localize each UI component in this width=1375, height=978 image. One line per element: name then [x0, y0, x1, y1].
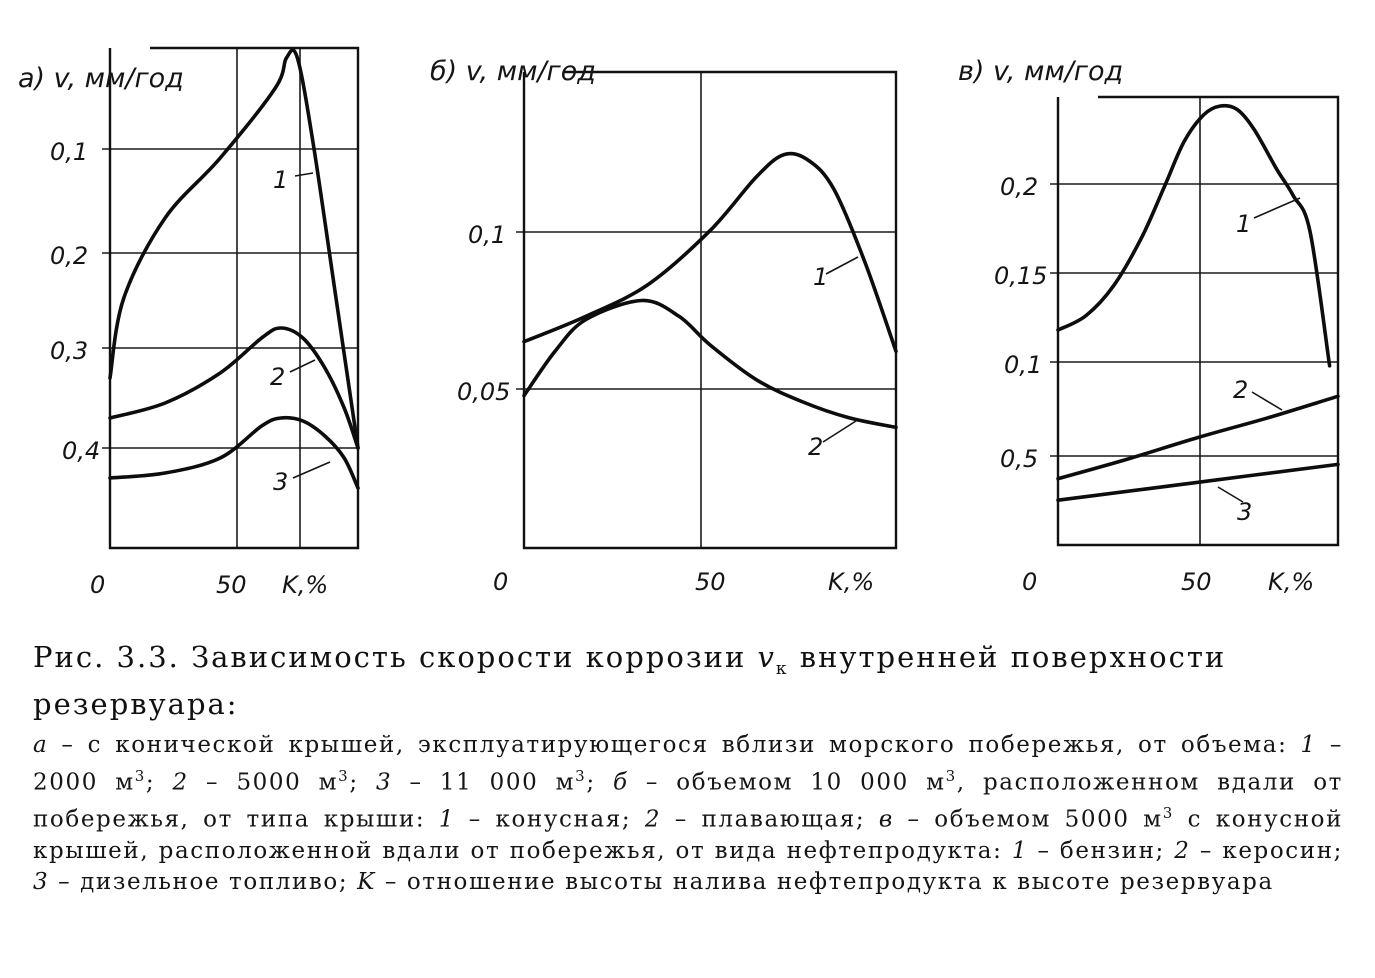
y-tick-label: 0,2: [50, 242, 89, 270]
series-leader-line: [1218, 487, 1243, 502]
x-tick-label: 0: [90, 571, 106, 599]
y-tick-label: 0,1: [468, 221, 507, 249]
y-tick-label: 0,5: [1000, 445, 1039, 473]
plot-frame: [1058, 97, 1338, 545]
figure-caption: [33, 640, 1343, 898]
caption-text-run: – отношение высоты налива нефтепродукта к высоте резервуара: [375, 869, 1274, 896]
y-axis-title: в) v, мм/год: [958, 56, 1124, 87]
series-leader-line: [1254, 198, 1300, 218]
caption-text-run: 3: [33, 869, 50, 896]
caption-text-run: – с конической крышей, эксплуатирующегося вблизи морского побережья, от объема:: [48, 731, 1301, 758]
series-label-3: 3: [1237, 498, 1253, 526]
y-tick-label: 0,4: [62, 437, 101, 465]
y-tick-label: 0,1: [50, 138, 89, 166]
caption-text-run: 2: [644, 807, 662, 834]
chart-panel-2: [430, 56, 896, 596]
caption-text-run: с конусной крышей, расположенной вдали от побережья, от вида нефтепродукта:: [33, 807, 1344, 865]
caption-text-run: – плавающая;: [661, 807, 879, 834]
series-curve-2: [1058, 396, 1338, 478]
superscript: 3: [575, 766, 587, 785]
y-tick-label: 0,05: [457, 378, 511, 406]
caption-text-run: – 11 000 м: [392, 769, 576, 796]
y-axis-title: б) v, мм/год: [430, 56, 596, 87]
caption-legend-text: [33, 730, 1343, 898]
x-axis-label: K,%: [282, 571, 329, 599]
series-label-1: 1: [273, 166, 289, 194]
y-tick-label: 0,15: [994, 262, 1048, 290]
caption-text-run: – дизельное топливо;: [49, 869, 358, 896]
caption-text-run: а: [33, 731, 49, 758]
caption-title: [33, 640, 1343, 722]
series-label-2: 2: [808, 433, 824, 461]
x-tick-label: 0: [493, 568, 509, 596]
caption-text-run: 1: [1011, 838, 1029, 865]
superscript: 3: [134, 766, 146, 785]
caption-text-run: в: [878, 807, 894, 834]
series-label-1: 1: [813, 263, 829, 291]
series-label-2: 2: [1233, 376, 1249, 404]
caption-text-run: 3: [375, 769, 393, 796]
caption-text-run: ;: [586, 769, 613, 796]
series-curve-3: [110, 418, 358, 488]
plot-frame: [110, 48, 358, 548]
series-curve-1: [1058, 106, 1330, 366]
x-tick-label: 0: [1022, 568, 1038, 596]
caption-text-run: 1: [1300, 731, 1317, 758]
y-tick-label: 0,3: [50, 337, 89, 365]
caption-text-run: – 5000 м: [188, 769, 339, 796]
caption-text-run: – керосин;: [1190, 838, 1343, 865]
caption-text-run: – бензин;: [1028, 838, 1175, 865]
superscript: 3: [1162, 804, 1174, 823]
series-leader-line: [290, 360, 315, 372]
caption-text-run: б: [612, 769, 629, 796]
y-tick-label: 0,2: [1000, 173, 1039, 201]
series-leader-line: [1252, 392, 1282, 410]
caption-text-run: 1: [438, 807, 456, 834]
series-curve-3: [1058, 464, 1338, 500]
caption-title-variable: v: [757, 640, 776, 674]
chart-panel-1: [18, 48, 358, 599]
series-curve-2: [110, 328, 358, 448]
caption-text-run: – объемом 10 000 м: [628, 769, 946, 796]
caption-text-run: – конусная;: [455, 807, 645, 834]
series-leader-line: [295, 173, 313, 176]
caption-text-run: 2: [172, 769, 189, 796]
x-axis-label: K,%: [1268, 568, 1315, 596]
series-label-1: 1: [1236, 210, 1252, 238]
caption-title-suffix: внутренней поверхности резервуара:: [33, 640, 1227, 721]
caption-text-run: – 2000 м: [33, 731, 1344, 796]
series-label-2: 2: [270, 363, 286, 391]
series-leader-line: [823, 421, 856, 442]
caption-text-run: ;: [145, 769, 173, 796]
plot-frame: [524, 72, 896, 548]
x-tick-label: 50: [216, 571, 247, 599]
caption-text-run: , расположенном вдали от побережья, от типа крыши:: [33, 769, 1344, 834]
caption-text-run: ;: [349, 769, 376, 796]
x-axis-label: K,%: [828, 568, 875, 596]
series-leader-line: [826, 257, 858, 274]
caption-text-run: K: [357, 869, 376, 896]
chart-panel-3: [958, 56, 1338, 596]
x-tick-label: 50: [695, 568, 726, 596]
caption-title-subscript: к: [775, 658, 789, 679]
series-leader-line: [293, 462, 330, 478]
caption-title-prefix: Рис. 3.3. Зависимость скорости коррозии: [33, 640, 758, 674]
series-curve-1: [110, 50, 358, 448]
y-tick-label: 0,1: [1004, 351, 1043, 379]
superscript: 3: [945, 766, 957, 785]
caption-text-run: 2: [1174, 838, 1191, 865]
caption-text-run: – объемом 5000 м: [893, 807, 1163, 834]
series-label-3: 3: [273, 468, 289, 496]
superscript: 3: [338, 766, 350, 785]
x-tick-label: 50: [1181, 568, 1212, 596]
y-axis-title: а) v, мм/год: [18, 63, 184, 94]
